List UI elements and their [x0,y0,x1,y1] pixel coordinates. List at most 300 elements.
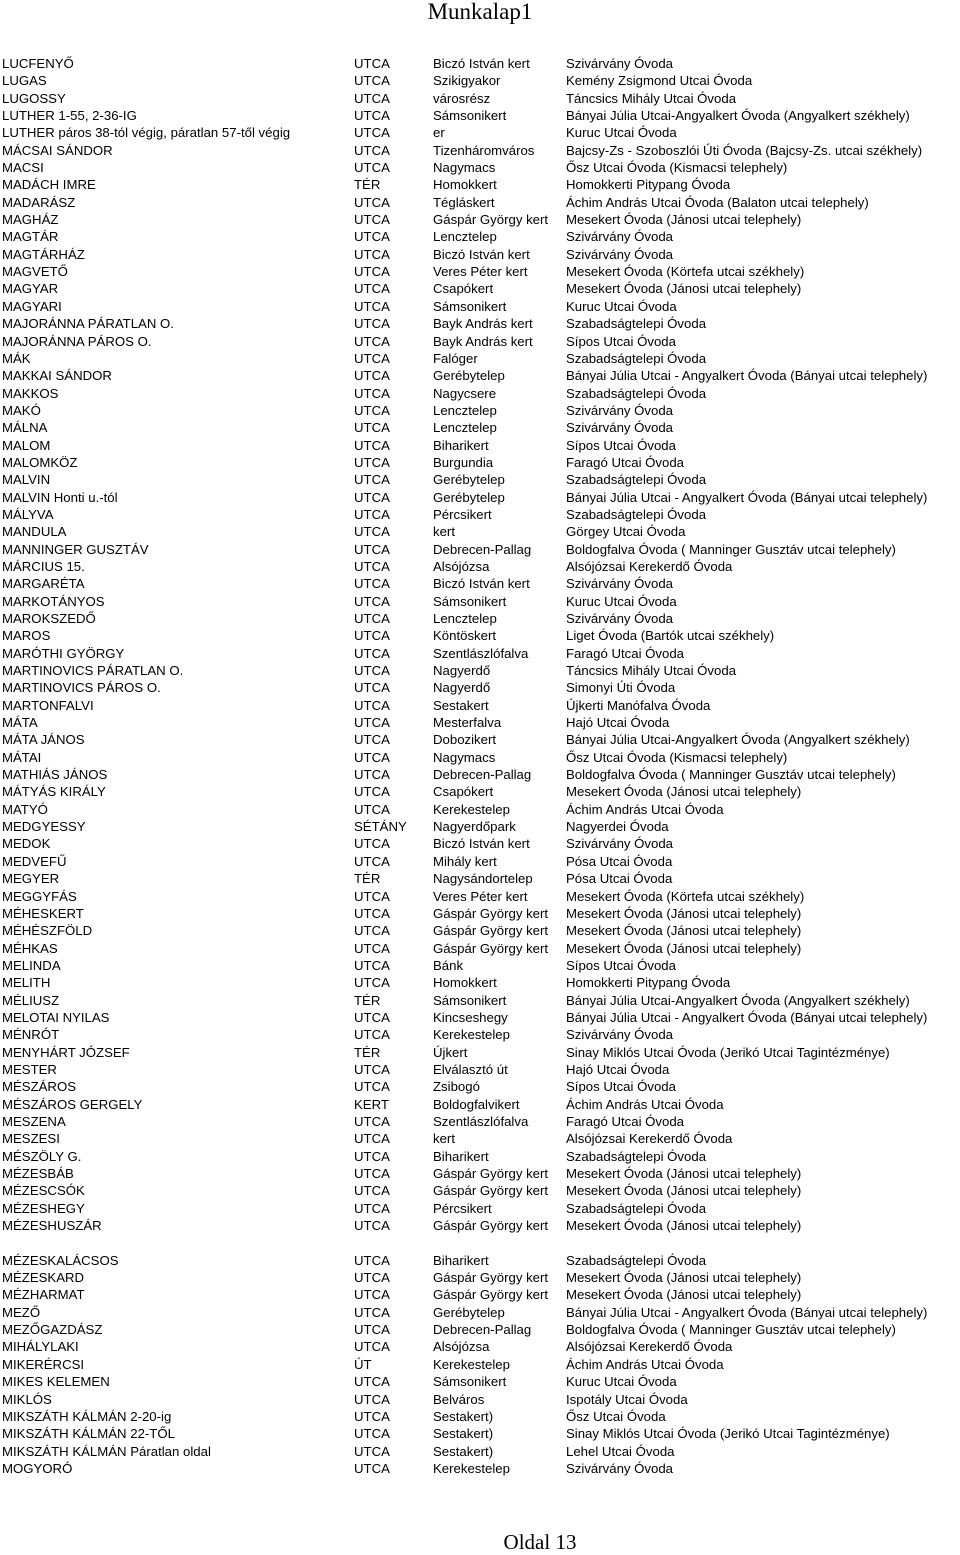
district-cell: Debrecen-Pallag [433,767,532,783]
street-type-cell: UTCA [354,1148,390,1164]
kindergarten-cell: Kuruc Utcai Óvoda [566,593,677,609]
district-cell: Falóger [433,350,478,366]
street-type-cell: UTCA [354,385,390,401]
street-name-cell: MÉSZÁROS [2,1079,77,1095]
street-name-cell: MEZŐ [2,1304,41,1320]
district-cell: Nagymacs [433,160,496,176]
table-row [0,974,960,991]
table-row [0,645,960,662]
kindergarten-cell: Lehel Utcai Óvoda [566,1443,675,1459]
kindergarten-cell: Görgey Utcai Óvoda [566,524,686,540]
street-type-cell: UTCA [354,1252,390,1268]
kindergarten-cell: Alsójózsai Kerekerdő Óvoda [566,1131,733,1147]
street-type-cell: TÉR [354,177,381,193]
district-cell: Boldogfalvikert [433,1096,520,1112]
table-row [0,350,960,367]
kindergarten-cell: Szivárvány Óvoda [566,611,674,626]
street-type-cell: UTCA [354,246,390,262]
kindergarten-cell: Szabadságtelepi Óvoda [566,316,707,332]
street-name-cell: MENYHÁRT JÓZSEF [2,1044,130,1060]
kindergarten-cell: Táncsics Mihály Utcai Óvoda [566,90,737,106]
street-type-cell: UTCA [354,611,390,626]
district-cell: Gerébytelep [433,368,505,384]
table-row [0,749,960,766]
table-row [0,1009,960,1026]
table-row [0,298,960,315]
street-name-cell: MACSI [2,160,44,176]
table-row [0,1443,960,1460]
kindergarten-cell: Szivárvány Óvoda [566,229,674,245]
table-row [0,1165,960,1182]
street-type-cell: UTCA [354,1443,390,1459]
table-row [0,1044,960,1061]
street-name-cell: MÁTA JÁNOS [2,732,85,748]
street-name-cell: MALOMKÖZ [2,454,78,470]
street-type-cell: UTCA [354,454,390,470]
street-name-cell: MÁLNA [2,420,48,436]
kindergarten-cell: Mesekert Óvoda (Jánosi utcai telephely) [566,1218,802,1234]
street-type-cell: UTCA [354,1218,390,1234]
street-type-cell: UTCA [354,108,390,124]
street-name-cell: MÉZESKALÁCSOS [2,1252,119,1268]
district-cell: Gáspár György kert [433,212,549,228]
table-row [0,194,960,211]
kindergarten-cell: Szabadságtelepi Óvoda [566,350,707,366]
kindergarten-cell: Mesekert Óvoda (Jánosi utcai telephely) [566,1270,802,1286]
district-cell: Debrecen-Pallag [433,1322,532,1338]
street-type-cell: UTCA [354,281,390,297]
district-cell: Biczó István kert [433,836,530,852]
street-name-cell: MESZESI [2,1131,60,1147]
street-name-cell: MARKOTÁNYOS [2,593,105,609]
street-type-cell: UTCA [354,194,390,210]
district-cell: Biczó István kert [433,576,530,592]
table-row [0,940,960,957]
table-row [0,714,960,731]
street-type-cell: UTCA [354,125,390,141]
street-type-cell: UTCA [354,1270,390,1286]
district-cell: Sámsonikert [433,593,507,609]
street-name-cell: MAROS [2,628,51,644]
street-type-cell: UTCA [354,975,390,991]
kindergarten-cell: Mesekert Óvoda (Jánosi utcai telephely) [566,1287,802,1303]
district-cell: Újkert [433,1044,468,1060]
street-name-cell: MAGYAR [2,281,59,297]
table-row [0,246,960,263]
kindergarten-cell: Szabadságtelepi Óvoda [566,1148,707,1164]
district-cell: Nagyerdő [433,680,491,696]
street-type-cell: UTCA [354,1027,390,1043]
district-cell: Gáspár György kert [433,1183,549,1199]
district-cell: Lencztelep [433,402,497,418]
kindergarten-cell: Mesekert Óvoda (Jánosi utcai telephely) [566,1166,802,1181]
street-type-cell: UTCA [354,229,390,245]
street-type-cell: UTCA [354,1339,390,1355]
street-type-cell: UTCA [354,1079,390,1095]
table-row [0,1269,960,1286]
street-name-cell: MIKES KELEMEN [2,1374,110,1390]
street-type-cell: UTCA [354,593,390,609]
street-name-cell: MESZENA [2,1113,66,1129]
street-name-cell: MAGTÁR [2,229,59,245]
kindergarten-cell: Mesekert Óvoda (Jánosi utcai telephely) [566,905,802,921]
district-cell: Bayk András kert [433,316,533,332]
district-cell: Veres Péter kert [433,264,528,280]
table-row [0,402,960,419]
street-type-cell: UTCA [354,836,390,852]
street-type-cell: UTCA [354,1460,390,1476]
kindergarten-cell: Szabadságtelepi Óvoda [566,506,707,522]
table-row [0,176,960,193]
table-row [0,1096,960,1113]
street-type-cell: ÚT [354,1356,372,1372]
district-cell: Lencztelep [433,229,497,245]
street-name-cell: MEZŐGAZDÁSZ [2,1322,103,1338]
kindergarten-cell: Bányai Júlia Utcai - Angyalkert Óvoda (Bányai utcai telephely) [566,368,928,384]
street-type-cell: UTCA [354,420,390,436]
street-type-cell: UTCA [354,489,390,505]
street-name-cell: MALOM [2,437,51,453]
street-name-cell: LUTHER páros 38-tól végig, páratlan 57-től végig [2,125,291,141]
kindergarten-cell: Bányai Júlia Utcai-Angyalkert Óvoda (Angyalkert székhely) [566,108,910,124]
district-cell: Nagyerdőpark [433,819,516,835]
kindergarten-cell: Kuruc Utcai Óvoda [566,1374,677,1390]
street-type-cell: UTCA [354,715,390,731]
district-cell: Dobozikert [433,732,497,748]
street-type-cell: UTCA [354,940,390,956]
kindergarten-cell: Liget Óvoda (Bartók utcai székhely) [566,628,775,644]
table-row [0,541,960,558]
table-row [0,437,960,454]
street-type-cell: UTCA [354,541,390,557]
street-type-cell: UTCA [354,1391,390,1407]
district-cell: kert [433,1131,455,1147]
street-name-cell: MEDGYESSY [2,819,86,835]
street-type-cell: UTCA [354,298,390,314]
street-type-cell: UTCA [354,1113,390,1129]
street-name-cell: MIKLÓS [2,1391,52,1407]
street-name-cell: MAGVETŐ [2,264,68,280]
district-cell: Csapókert [433,784,494,800]
table-row [0,888,960,905]
street-name-cell: MÁCSAI SÁNDOR [2,142,113,158]
street-type-cell: UTCA [354,628,390,644]
table-row [0,558,960,575]
street-name-cell: MANDULA [2,524,67,540]
table-row [0,228,960,245]
street-name-cell: MAJORÁNNA PÁRATLAN O. [2,316,174,332]
table-row [0,471,960,488]
street-name-cell: MAJORÁNNA PÁROS O. [2,333,152,349]
street-name-cell: LUTHER 1-55, 2-36-IG [2,108,137,124]
district-cell: Debrecen-Pallag [433,541,532,557]
street-name-cell: LUGOSSY [2,90,66,106]
street-name-cell: MATYÓ [2,801,48,817]
kindergarten-cell: Sinay Miklós Utcai Óvoda (Jerikó Utcai Tagintézménye) [566,1426,890,1442]
district-cell: városrész [433,90,491,106]
street-name-cell: MIKERÉRCSI [2,1356,85,1372]
kindergarten-cell: Kuruc Utcai Óvoda [566,125,677,141]
street-type-cell: UTCA [354,524,390,540]
street-type-cell: UTCA [354,1131,390,1147]
street-name-cell: MIKSZÁTH KÁLMÁN Páratlan oldal [2,1443,211,1459]
kindergarten-cell: Szabadságtelepi Óvoda [566,472,707,488]
district-cell: Sámsonikert [433,108,507,124]
table-row [0,367,960,384]
street-type-cell: UTCA [354,73,390,89]
street-name-cell: MALVIN Honti u.-tól [2,489,118,505]
street-type-cell: UTCA [354,732,390,748]
street-name-cell: MARTINOVICS PÁRATLAN O. [2,663,184,679]
kindergarten-cell: Mesekert Óvoda (Jánosi utcai telephely) [566,281,802,297]
street-type-cell: TÉR [354,992,381,1008]
kindergarten-cell: Ősz Utcai Óvoda (Kismacsi telephely) [566,160,788,176]
kindergarten-cell: Faragó Utcai Óvoda [566,645,685,661]
district-cell: Nagyerdő [433,663,491,679]
kindergarten-cell: Szivárvány Óvoda [566,56,674,71]
kindergarten-cell: Homokkerti Pitypang Óvoda [566,177,731,193]
district-cell: Veres Péter kert [433,888,528,904]
street-name-cell: MIHÁLYLAKI [2,1339,79,1355]
street-name-cell: MÉZHARMAT [2,1287,85,1303]
district-cell: Sestakert [433,697,489,713]
street-type-cell: UTCA [354,1322,390,1338]
district-cell: Gáspár György kert [433,1270,549,1286]
street-name-cell: MÉZESBÁB [2,1166,74,1181]
table-row [0,211,960,228]
street-name-cell: MIKSZÁTH KÁLMÁN 22-TŐL [2,1426,175,1442]
street-name-cell: MÉLIUSZ [2,992,60,1008]
street-name-cell: MAGTÁRHÁZ [2,246,85,262]
table-row [0,454,960,471]
kindergarten-cell: Boldogfalva Óvoda ( Manninger Gusztáv utcai telephely) [566,767,896,783]
table-row [0,853,960,870]
district-cell: Gáspár György kert [433,923,549,939]
kindergarten-cell: Ősz Utcai Óvoda (Kismacsi telephely) [566,749,788,765]
district-cell: Nagycsere [433,385,497,401]
table-row [0,1078,960,1095]
kindergarten-cell: Hajó Utcai Óvoda [566,1061,670,1077]
street-type-cell: UTCA [354,350,390,366]
table-row [0,142,960,159]
table-row [0,922,960,939]
table-row [0,1217,960,1234]
kindergarten-cell: Bányai Júlia Utcai-Angyalkert Óvoda (Angyalkert székhely) [566,992,910,1008]
table-row [0,575,960,592]
street-type-cell: UTCA [354,697,390,713]
street-name-cell: MÉZESHEGY [2,1200,85,1216]
street-type-cell: SÉTÁNY [354,819,407,835]
table-row [0,263,960,280]
street-name-cell: MÉNRÓT [2,1027,60,1043]
street-type-cell: UTCA [354,1287,390,1303]
kindergarten-cell: Szivárvány Óvoda [566,836,674,852]
kindergarten-cell: Bányai Júlia Utcai - Angyalkert Óvoda (Bányai utcai telephely) [566,1304,928,1320]
street-name-cell: MÉHKAS [2,940,58,956]
kindergarten-cell: Alsójózsai Kerekerdő Óvoda [566,558,733,574]
street-name-cell: MÁTYÁS KIRÁLY [2,784,106,800]
street-type-cell: UTCA [354,333,390,349]
district-cell: Alsójózsa [433,558,490,574]
street-name-cell: MAGYARI [2,298,62,314]
street-name-cell: MAROKSZEDŐ [2,611,96,626]
district-cell: Belváros [433,1391,485,1407]
kindergarten-cell: Kuruc Utcai Óvoda [566,298,677,314]
table-row [0,1148,960,1165]
kindergarten-cell: Pósa Utcai Óvoda [566,853,673,869]
kindergarten-cell: Mesekert Óvoda (Körtefa utcai székhely) [566,264,805,280]
table-row [0,90,960,107]
street-type-cell: UTCA [354,749,390,765]
street-table [0,55,960,1477]
street-name-cell: MEDVEFŰ [2,853,67,869]
table-row [0,124,960,141]
kindergarten-cell: Szabadságtelepi Óvoda [566,1200,707,1216]
street-type-cell: UTCA [354,368,390,384]
table-row [0,593,960,610]
kindergarten-cell: Szabadságtelepi Óvoda [566,1252,707,1268]
street-type-cell: UTCA [354,1374,390,1390]
table-row [0,610,960,627]
kindergarten-cell: Újkerti Manófalva Óvoda [566,697,711,713]
table-row [0,627,960,644]
table-row [0,333,960,350]
district-cell: Gerébytelep [433,489,505,505]
street-name-cell: MALVIN [2,472,51,488]
table-row [0,1408,960,1425]
street-type-cell: UTCA [354,663,390,679]
table-row [0,280,960,297]
kindergarten-cell: Szivárvány Óvoda [566,576,674,592]
street-name-cell: MAKÓ [2,402,41,418]
table-row [0,506,960,523]
table-row [0,992,960,1009]
kindergarten-cell: Boldogfalva Óvoda ( Manninger Gusztáv utcai telephely) [566,1322,896,1338]
kindergarten-cell: Áchim András Utcai Óvoda (Balaton utcai telephely) [566,194,869,210]
district-cell: Alsójózsa [433,1339,490,1355]
table-row [0,731,960,748]
table-row [0,1321,960,1338]
street-type-cell: UTCA [354,1304,390,1320]
table-row [0,1373,960,1390]
kindergarten-cell: Áchim András Utcai Óvoda [566,1096,724,1112]
table-row [0,1182,960,1199]
street-name-cell: MÉSZÖLY G. [2,1148,82,1164]
district-cell: Biczó István kert [433,56,530,71]
table-row [0,1356,960,1373]
street-type-cell: UTCA [354,1408,390,1424]
district-cell: Homokkert [433,975,497,991]
table-row [0,766,960,783]
street-type-cell: UTCA [354,905,390,921]
street-type-cell: UTCA [354,437,390,453]
table-row [0,1252,960,1269]
table-row [0,419,960,436]
street-type-cell: UTCA [354,472,390,488]
street-type-cell: UTCA [354,645,390,661]
street-type-cell: UTCA [354,212,390,228]
district-cell: Biharikert [433,1252,489,1268]
kindergarten-cell: Táncsics Mihály Utcai Óvoda [566,663,737,679]
kindergarten-cell: Homokkerti Pitypang Óvoda [566,975,731,991]
table-row [0,55,960,72]
kindergarten-cell: Hajó Utcai Óvoda [566,715,670,731]
kindergarten-cell: Mesekert Óvoda (Jánosi utcai telephely) [566,1183,802,1199]
street-name-cell: MOGYORÓ [2,1460,73,1476]
table-row [0,1061,960,1078]
street-name-cell: MÁTA [2,715,38,731]
district-cell: Nagymacs [433,749,496,765]
table-row [0,662,960,679]
street-type-cell: UTCA [354,316,390,332]
sheet-title: Munkalap1 [427,0,533,24]
street-name-cell: MARÓTHI GYÖRGY [2,645,125,661]
page-number: Oldal 13 [503,1530,577,1554]
district-cell: Lencztelep [433,611,497,626]
district-cell: Pércsikert [433,1200,492,1216]
kindergarten-cell: Pósa Utcai Óvoda [566,871,673,887]
street-type-cell: UTCA [354,264,390,280]
street-name-cell: MÉZESHUSZÁR [2,1218,102,1234]
street-type-cell: UTCA [354,56,390,71]
district-cell: Szikigyakor [433,73,501,89]
street-name-cell: MEDOK [2,836,51,852]
kindergarten-cell: Faragó Utcai Óvoda [566,1113,685,1129]
table-row [0,801,960,818]
table-row [0,1200,960,1217]
kindergarten-cell: Szabadságtelepi Óvoda [566,385,707,401]
kindergarten-cell: Simonyi Úti Óvoda [566,680,676,696]
street-type-cell: UTCA [354,923,390,939]
district-cell: Biczó István kert [433,246,530,262]
street-type-cell: UTCA [354,558,390,574]
kindergarten-cell: Sinay Miklós Utcai Óvoda (Jerikó Utcai Tagintézménye) [566,1044,890,1060]
table-row [0,835,960,852]
street-type-cell: TÉR [354,871,381,887]
street-type-cell: UTCA [354,680,390,696]
table-row [0,1113,960,1130]
street-name-cell: MÁK [2,350,31,366]
kindergarten-cell: Sípos Utcai Óvoda [566,1079,676,1095]
table-row [0,697,960,714]
street-name-cell: MÉZESCSÓK [2,1183,85,1199]
kindergarten-cell: Bányai Júlia Utcai - Angyalkert Óvoda (Bányai utcai telephely) [566,1009,928,1025]
kindergarten-cell: Mesekert Óvoda (Jánosi utcai telephely) [566,212,802,228]
kindergarten-cell: Mesekert Óvoda (Körtefa utcai székhely) [566,888,805,904]
street-name-cell: MÉSZÁROS GERGELY [2,1096,143,1112]
district-cell: Sestakert) [433,1426,494,1442]
district-cell: Nagysándortelep [433,871,533,887]
table-row [0,679,960,696]
district-cell: Szentlászlófalva [433,645,529,661]
street-name-cell: MÉHESKERT [2,905,84,921]
kindergarten-cell: Szivárvány Óvoda [566,246,674,262]
kindergarten-cell: Bányai Júlia Utcai-Angyalkert Óvoda (Angyalkert székhely) [566,732,910,748]
district-cell: Gerébytelep [433,1304,505,1320]
table-row [0,72,960,89]
street-type-cell: UTCA [354,1200,390,1216]
district-cell: Kerekestelep [433,801,510,817]
street-type-cell: UTCA [354,853,390,869]
street-type-cell: UTCA [354,1061,390,1077]
table-row [0,818,960,835]
table-row [0,159,960,176]
kindergarten-cell: Szivárvány Óvoda [566,1460,674,1476]
kindergarten-cell: Szivárvány Óvoda [566,402,674,418]
street-type-cell: UTCA [354,888,390,904]
district-cell: Burgundia [433,454,494,470]
street-type-cell: UTCA [354,576,390,592]
